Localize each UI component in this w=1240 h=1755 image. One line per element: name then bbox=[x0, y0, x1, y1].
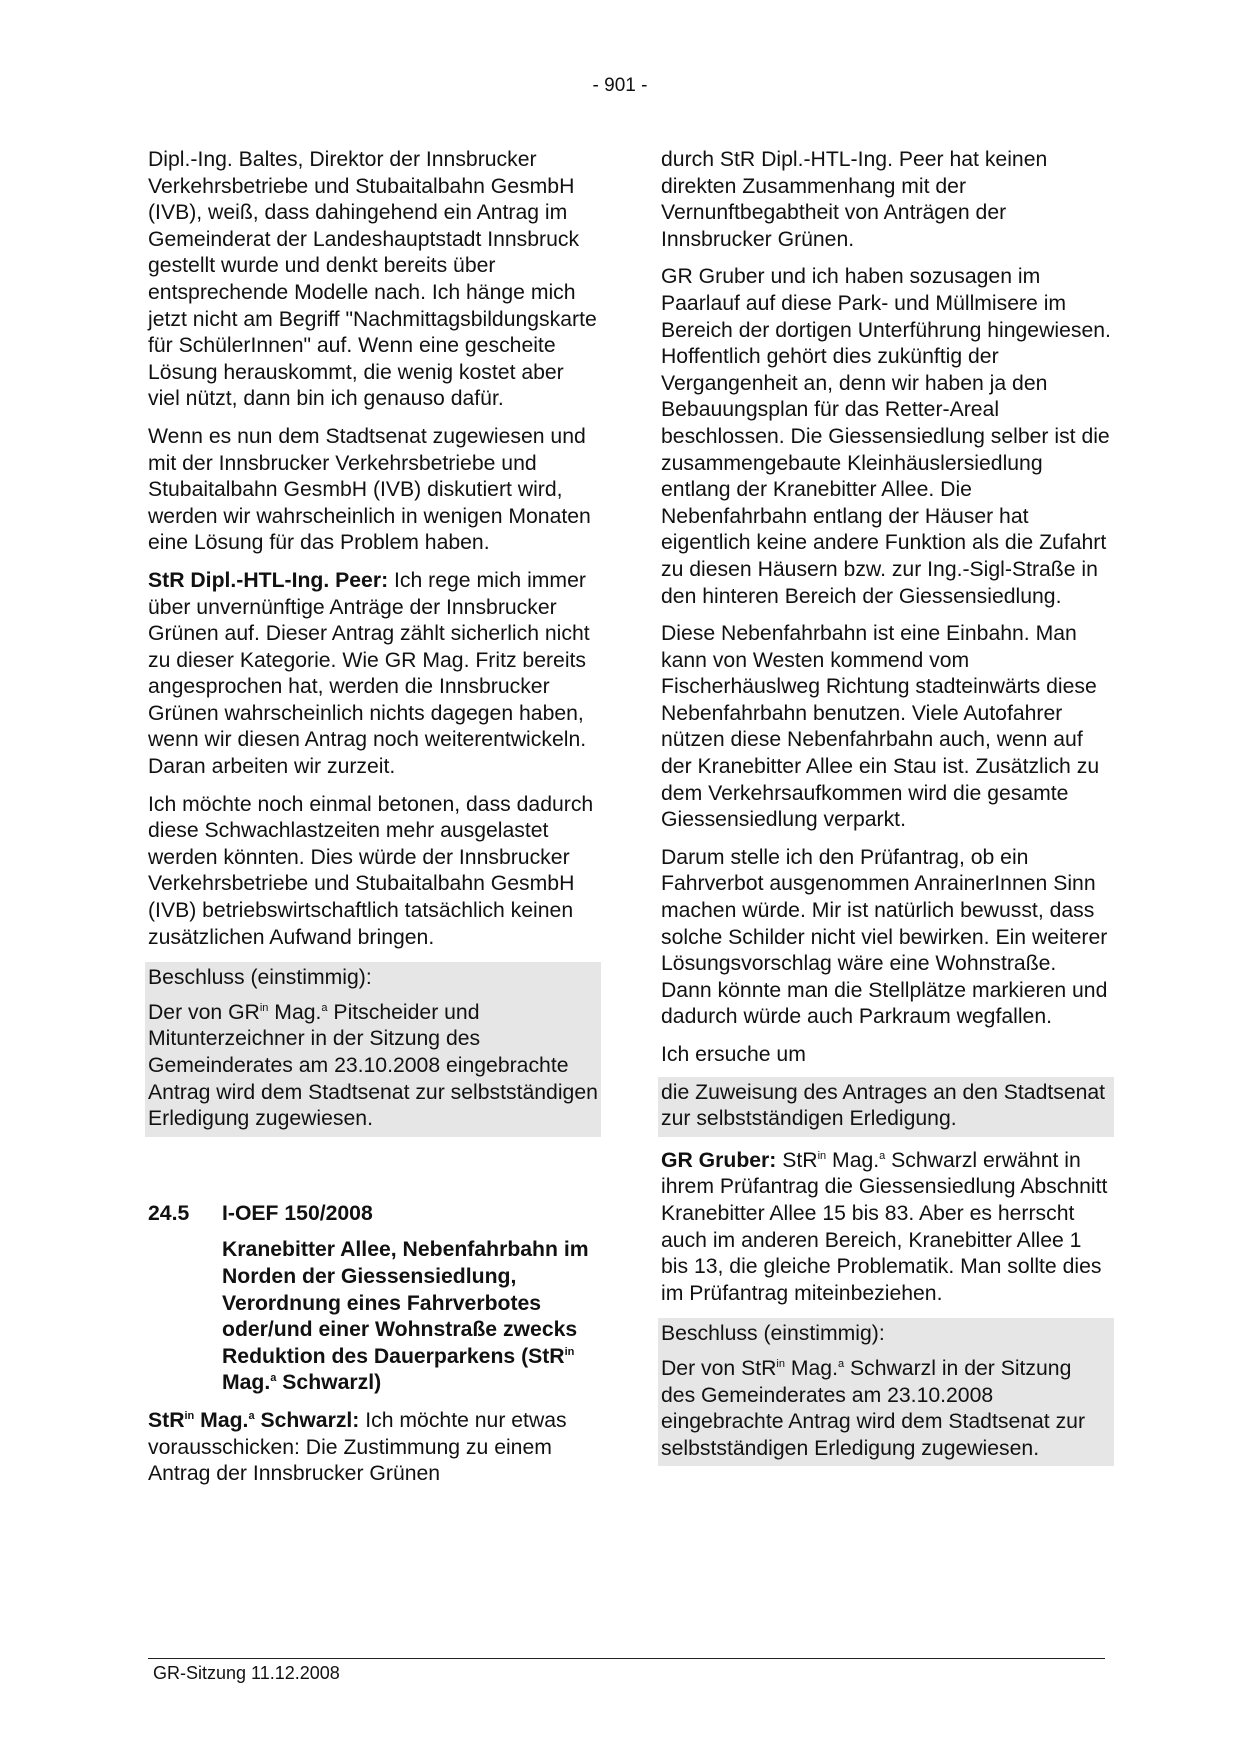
speaker-peer: StR Dipl.-HTL-Ing. Peer: bbox=[148, 568, 389, 592]
right-paragraph-1: durch StR Dipl.-HTL-Ing. Peer hat keinen direkten Zusammenhang mit der Vernunftbegabtheit von Anträgen der Innsbrucker Grünen. bbox=[661, 148, 1048, 251]
speaker-schwarzl: StR$^{in}$ Mag.$^a$ Schwarzl: bbox=[148, 1408, 360, 1432]
footer-divider bbox=[148, 1658, 1105, 1659]
decision-box-right bbox=[658, 1318, 1114, 1466]
speech-text: Ich rege mich immer über unvernünftige Anträge der Innsbrucker Grünen auf. Dieser Antrag zählt sicherlich nicht zu dieser Kategorie. Wie GR Mag. Fritz bereits angesprochen hat, werden die Innsbrucker Grünen wahrscheinlich nichts dagegen haben, wenn wir diesen Antrag noch weiterentwickeln. Daran arbeiten wir zurzeit. bbox=[148, 568, 590, 779]
left-paragraph-3 bbox=[148, 568, 598, 781]
request-text: die Zuweisung des Antrages an den Stadtsenat zur selbstständigen Erledigung. bbox=[661, 1080, 1106, 1131]
decision-text: Der von StR$^{in}$ Mag.$^a$ Schwarzl in der Sitzung des Gemeinderates am 23.10.2008 eingebrachte Antrag wird dem Stadtsenat zur selbstständigen Erledigung zugewiesen. bbox=[661, 1356, 1085, 1460]
left-paragraph-1: Dipl.-Ing. Baltes, Direktor der Innsbrucker Verkehrsbetriebe und Stubaitalbahn GesmbH (IVB), weiß, dass dahingehend ein Antrag im Gemeinderat der Landeshauptstadt Innsbruck gestellt wurde und denkt bereits über entsprechende Modelle nach. Ich hänge mich jetzt nicht am Begriff "Nachmittagsbildungskarte für SchülerInnen" auf. Wenn eine gescheite Lösung herauskommt, die wenig kostet aber viel nützt, dann bin ich genauso dafür. bbox=[148, 148, 597, 411]
agenda-number: 24.5 bbox=[148, 1201, 190, 1225]
right-paragraph-3: Diese Nebenfahrbahn ist eine Einbahn. Man kann von Westen kommend vom Fischerhäuslweg Richtung stadteinwärts diese Nebenfahrbahn benutzen. Viele Autofahrer nützen diese Nebenfahrbahn auch, wenn auf der Kranebitter Allee ein Stau ist. Zusätzlich zu dem Verkehrsaufkommen wird die gesamte Giessensiedlung verparkt. bbox=[661, 622, 1100, 832]
decision-label: Beschluss (einstimmig): bbox=[148, 966, 372, 990]
decision-box-left bbox=[145, 962, 601, 1137]
right-paragraph-5: Ich ersuche um bbox=[661, 1043, 806, 1066]
request-box bbox=[658, 1077, 1114, 1137]
speaker-gruber: GR Gruber: bbox=[661, 1148, 777, 1172]
right-paragraph-4: Darum stelle ich den Prüfantrag, ob ein Fahrverbot ausgenommen AnrainerInnen Sinn machen würde. Mir ist natürlich bewusst, dass solche Schilder nicht viel bewirken. Ein weiterer Lösungsvorschlag wäre eine Wohnstraße. Dann könnte man die Stellplätze markieren und dadurch würde auch Parkraum wegfallen. bbox=[661, 845, 1108, 1029]
page-number: - 901 - bbox=[592, 75, 648, 96]
speech-text: Ich möchte nur etwas vorausschicken: Die Zustimmung zu einem Antrag der Innsbrucker Grünen bbox=[148, 1408, 567, 1486]
decision-text: Der von $GR^{in}$ Mag.$^a$ Pitscheider und Mitunterzeichner in der Sitzung des Gemeinderates am 23.10.2008 eingebrachte Antrag wird dem Stadtsenat zur selbstständigen Erledigung zugewiesen. bbox=[148, 1000, 598, 1131]
left-column bbox=[148, 147, 598, 1499]
agenda-heading bbox=[148, 1201, 598, 1397]
right-paragraph-6: GR Gruber: StR$^{in}$ Mag.$^a$ Schwarzl erwähnt in ihrem Prüfantrag die Giessensiedlung Abschnitt Kranebitter Allee 15 bis 83. Aber es herrscht auch im anderen Bereich, Kranebitter Allee 1 bis 13, die gleiche Problematik. Man sollte dies im Prüfantrag miteinbeziehen. bbox=[661, 1148, 1108, 1305]
footer-text: GR-Sitzung 11.12.2008 bbox=[153, 1663, 340, 1683]
left-paragraph-5 bbox=[148, 1408, 598, 1488]
left-paragraph-2: Wenn es nun dem Stadtsenat zugewiesen und mit der Innsbrucker Verkehrsbetriebe und Stubaitalbahn GesmbH (IVB) diskutiert wird, werden wir wahrscheinlich in wenigen Monaten eine Lösung für das Problem haben. bbox=[148, 424, 591, 555]
right-paragraph-2: GR Gruber und ich haben sozusagen im Paarlauf auf diese Park- und Müllmisere im Bereich der dortigen Unterführung hingewiesen. Hoffentlich gehört dies zukünftig der Vergangenheit an, denn wir haben ja den Bebauungsplan für das Retter-Areal beschlossen. Die Giessensiedlung selber ist die zusammengebaute Kleinhäuslersiedlung entlang der Kranebitter Allee. Die Nebenfahrbahn entlang der Häuser hat eigentlich keine andere Funktion als die Zufahrt zu diesen Häusern bzw. zur Ing.-Sigl-Straße in den hinteren Bereich der Giessensiedlung. bbox=[661, 265, 1111, 608]
left-paragraph-4: Ich möchte noch einmal betonen, dass dadurch diese Schwachlastzeiten mehr ausgelastet werden könnten. Dies würde der Innsbrucker Verkehrsbetriebe und Stubaitalbahn GesmbH (IVB) betriebswirtschaftlich tatsächlich keinen zusätzlichen Aufwand bringen. bbox=[148, 792, 594, 949]
decision-label: Beschluss (einstimmig): bbox=[661, 1322, 885, 1346]
agenda-title: Kranebitter Allee, Nebenfahrbahn im Norden der Giessensiedlung, Verordnung eines Fahrverbotes oder/und einer Wohnstraße zwecks Reduktion des Dauerparkens (StR$^{in}$ Mag.$^a$ Schwarzl) bbox=[222, 1238, 589, 1395]
right-column bbox=[661, 147, 1111, 1466]
agenda-code: I-OEF 150/2008 bbox=[222, 1201, 373, 1225]
